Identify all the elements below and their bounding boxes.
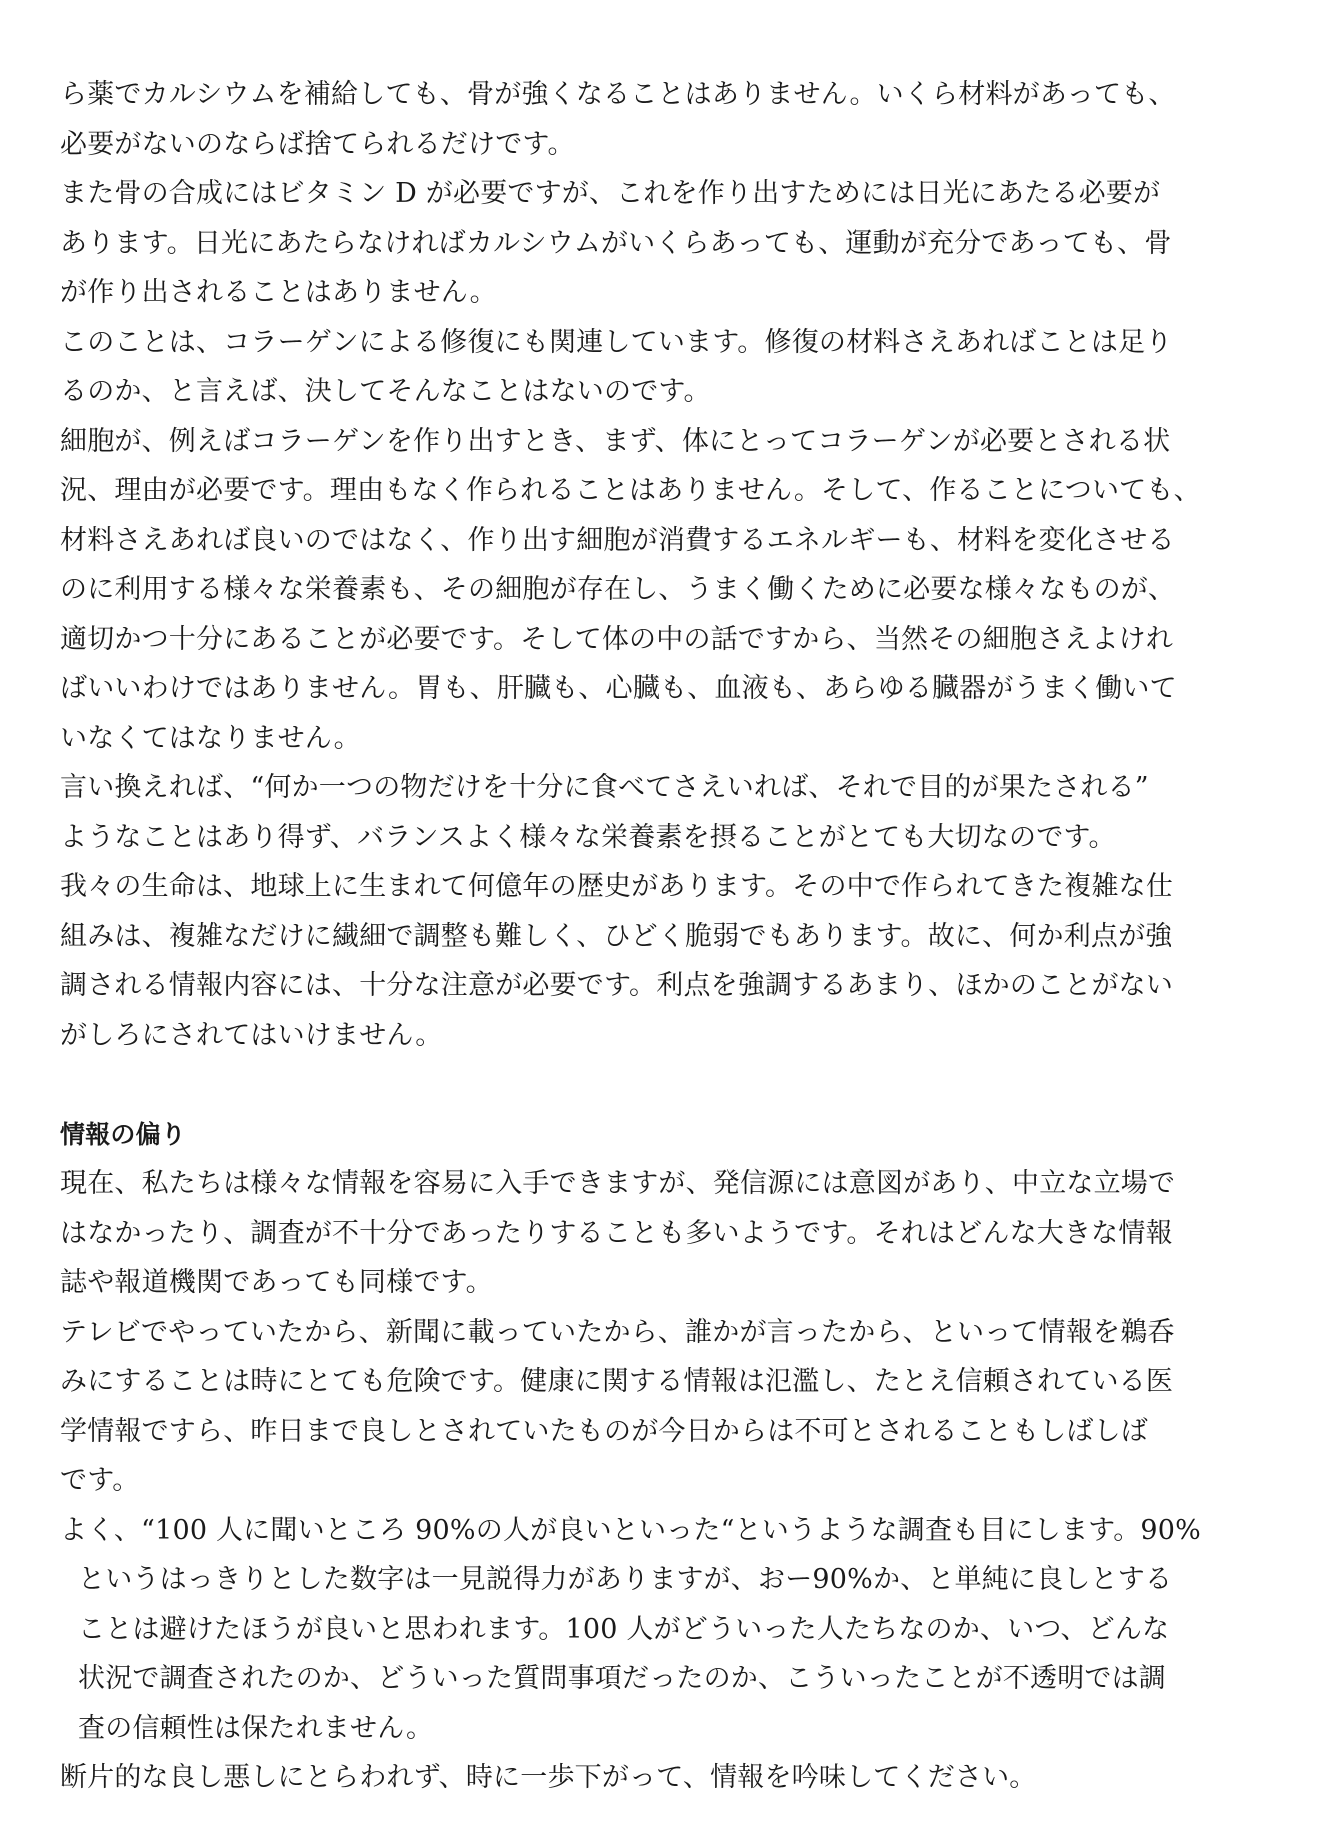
- section-heading: 情報の偏り: [60, 1119, 187, 1149]
- text-line: 誌や報道機関であっても同様です。: [60, 1267, 493, 1298]
- section-spacer: [60, 1060, 1240, 1110]
- text-line: です。: [60, 1465, 140, 1496]
- text-line: 現在、私たちは様々な情報を容易に入手できますが、発信源には意図があり、中立な立場で: [60, 1168, 1176, 1199]
- text-line: あります。日光にあたらなければカルシウムがいくらあっても、運動が充分であっても、骨: [60, 227, 1172, 259]
- section-body-text: [60, 70, 1240, 1060]
- section-information-bias: [60, 1110, 1240, 1803]
- text-line: がしろにされてはいけません。: [60, 1019, 443, 1051]
- text-line: 必要がないのならば捨てられるだけです。: [60, 128, 575, 160]
- text-line: このことは、コラーゲンによる修復にも関連しています。修復の材料さえあればことは足り: [60, 326, 1173, 358]
- text-line: みにすることは時にとても危険です。健康に関する情報は氾濫し、たとえ信頼されている医: [60, 1366, 1174, 1397]
- text-line: ようなことはあり得ず、バランスよく様々な栄養素を摂ることがとても大切なのです。: [60, 821, 1116, 853]
- text-line: 適切かつ十分にあることが必要です。そして体の中の話ですから、当然その細胞さえよけれ: [60, 623, 1174, 655]
- text-line: テレビでやっていたから、新聞に載っていたから、誰かが言ったから、といって情報を鵜呑: [60, 1316, 1175, 1348]
- text-line: ら薬でカルシウムを補給しても、骨が強くなることはありません。いくら材料があっても、: [60, 79, 1176, 110]
- text-line: が作り出されることはありません。: [60, 277, 497, 308]
- text-line: はなかったり、調査が不十分であったりすることも多いようです。それはどんな大きな情報: [60, 1217, 1173, 1249]
- text-line: 況、理由が必要です。理由もなく作られることはありません。そして、作ることについても、: [60, 475, 1201, 506]
- text-line: よく、“100 人に聞いところ 90%の人が良いといった“というような調査も目にします。90%: [60, 1514, 1202, 1546]
- text-line: 我々の生命は、地球上に生まれて何億年の歴史があります。その中で作られてきた複雑な仕: [60, 871, 1174, 902]
- text-line-indented: ことは避けたほうが良いと思われます。100 人がどういった人たちなのか、いつ、どんな: [78, 1613, 1170, 1645]
- text-line: ばいいわけではありません。胃も、肝臓も、心臓も、血液も、あらゆる臓器がうまく働いて: [60, 673, 1177, 704]
- text-line: 細胞が、例えばコラーゲンを作り出すとき、まず、体にとってコラーゲンが必要とされる状: [60, 425, 1171, 457]
- text-line-indented: 状況で調査されたのか、どういった質問事項だったのか、こういったことが不透明では調: [78, 1663, 1166, 1694]
- text-line-final: 断片的な良し悪しにとらわれず、時に一歩下がって、情報を吟味してください。: [60, 1762, 1037, 1793]
- text-line: のに利用する様々な栄養素も、その細胞が存在し、うまく働くために必要な様々なものが、: [60, 574, 1176, 605]
- text-line: 学情報ですら、昨日まで良しとされていたものが今日からは不可とされることもしばしば: [60, 1415, 1148, 1447]
- text-line: 言い換えれば、“何か一つの物だけを十分に食べてさえいれば、それで目的が果たされる”: [60, 772, 1149, 803]
- text-line: 組みは、複雑なだけに繊細で調整も難しく、ひどく脆弱でもあります。故に、何か利点が強: [60, 920, 1173, 952]
- text-line: 材料さえあれば良いのではなく、作り出す細胞が消費するエネルギーも、材料を変化させる: [60, 524, 1175, 556]
- document-page: [60, 70, 1240, 1803]
- text-line: 調される情報内容には、十分な注意が必要です。利点を強調するあまり、ほかのことがない: [60, 970, 1174, 1001]
- text-line: るのか、と言えば、決してそんなことはないのです。: [60, 376, 711, 407]
- text-line-indented: というはっきりとした数字は一見説得力がありますが、おー90%か、と単純に良しとする: [78, 1564, 1173, 1595]
- text-line: いなくてはなりません。: [60, 722, 361, 754]
- text-line: また骨の合成にはビタミン D が必要ですが、これを作り出すためには日光にあたる必要が: [60, 178, 1161, 209]
- text-line-indented: 査の信頼性は保たれません。: [78, 1712, 434, 1744]
